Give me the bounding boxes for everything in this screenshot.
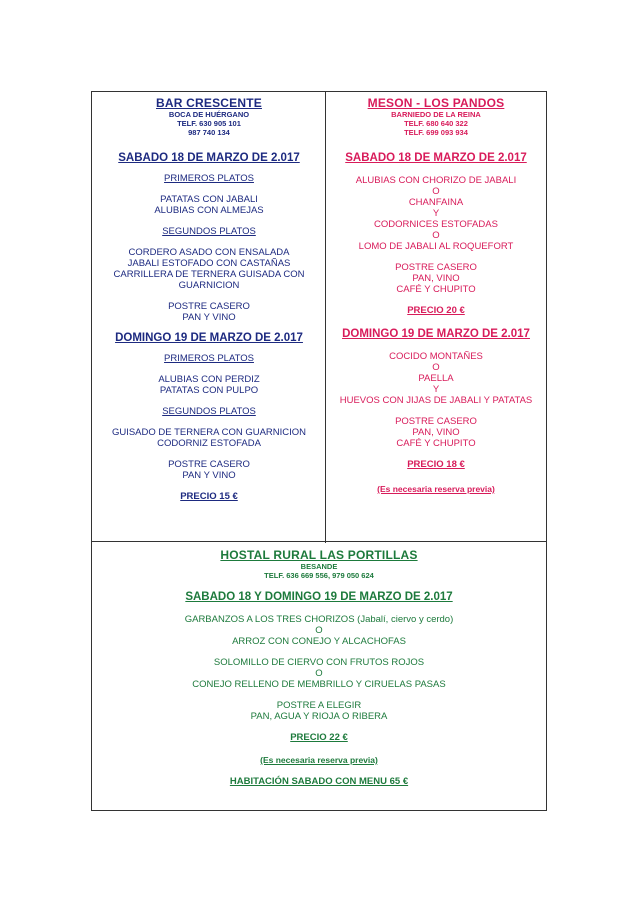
dish: ALUBIAS CON PERDIZ <box>158 374 260 385</box>
first-courses-heading: PRIMEROS PLATOS <box>164 173 254 184</box>
hostal-las-portillas-section <box>93 548 545 788</box>
horizontal-divider <box>91 541 547 542</box>
price: PRECIO 22 € <box>290 732 348 743</box>
dish: GARBANZOS A LOS TRES CHORIZOS (Jabalí, ciervo y cerdo) <box>184 614 454 625</box>
venue-location: BARNIEDO DE LA REINA <box>391 110 481 119</box>
dessert: POSTRE CASERO <box>168 301 250 312</box>
or-separator: O <box>315 668 323 679</box>
venue-phone: TELF. 680 640 322 <box>404 119 468 128</box>
dish: CONEJO RELLENO DE MEMBRILLO Y CIRUELAS PASAS <box>192 679 446 690</box>
sunday-date: DOMINGO 19 DE MARZO DE 2.017 <box>342 328 530 340</box>
dish: CHANFAINA <box>408 197 464 208</box>
venue-phone: TELF. 636 669 556, 979 050 624 <box>264 571 374 580</box>
dish: GUARNICION <box>178 280 240 291</box>
price: PRECIO 18 € <box>407 459 465 470</box>
dish: ARROZ CON CONEJO Y ALCACHOFAS <box>232 636 406 647</box>
dish: CODORNIZ ESTOFADA <box>157 438 261 449</box>
or-separator: O <box>432 230 440 241</box>
venue-name: BAR CRESCENTE <box>156 96 262 110</box>
meson-los-pandos-section <box>327 96 545 495</box>
dish: LOMO DE JABALI AL ROQUEFORT <box>358 241 514 252</box>
dish: ALUBIAS CON ALMEJAS <box>154 205 264 216</box>
dessert: POSTRE CASERO <box>395 416 477 427</box>
and-separator: Y <box>432 384 440 395</box>
price: PRECIO 15 € <box>180 491 238 502</box>
dish: CORDERO ASADO CON ENSALADA <box>128 247 290 258</box>
bar-crescente-section <box>93 96 325 503</box>
price: PRECIO 20 € <box>407 305 465 316</box>
sunday-date: DOMINGO 19 DE MARZO DE 2.017 <box>115 332 303 344</box>
or-separator: O <box>432 362 440 373</box>
first-courses-heading: PRIMEROS PLATOS <box>164 353 254 364</box>
dish: PATATAS CON PULPO <box>159 385 259 396</box>
vertical-divider <box>325 91 326 543</box>
venue-location: BOCA DE HUÉRGANO <box>168 110 250 119</box>
coffee: CAFÉ Y CHUPITO <box>396 284 476 295</box>
second-courses-heading: SEGUNDOS PLATOS <box>162 406 256 417</box>
or-separator: O <box>432 186 440 197</box>
dish: HUEVOS CON JIJAS DE JABALI Y PATATAS <box>339 395 533 406</box>
venue-phone: TELF. 630 905 101 <box>177 119 241 128</box>
bread-wine: PAN Y VINO <box>182 470 236 481</box>
dessert: POSTRE CASERO <box>168 459 250 470</box>
saturday-date: SABADO 18 DE MARZO DE 2.017 <box>345 152 527 164</box>
bread-wine: PAN, VINO <box>412 273 460 284</box>
reservation-note: (Es necesaria reserva previa) <box>377 484 495 494</box>
dish: SOLOMILLO DE CIERVO CON FRUTOS ROJOS <box>213 657 425 668</box>
dessert: POSTRE CASERO <box>395 262 477 273</box>
dish: PAELLA <box>418 373 454 384</box>
venue-phone-2: TELF. 699 093 934 <box>404 128 468 137</box>
dish: PATATAS CON JABALI <box>160 194 258 205</box>
and-separator: Y <box>432 208 440 219</box>
dish: CODORNICES ESTOFADAS <box>374 219 498 230</box>
dish: CARRILLERA DE TERNERA GUISADA CON <box>113 269 305 280</box>
reservation-note: (Es necesaria reserva previa) <box>260 755 378 765</box>
venue-location: BESANDE <box>300 562 338 571</box>
dish: ALUBIAS CON CHORIZO DE JABALI <box>355 175 517 186</box>
bread-wine: PAN, AGUA Y RIOJA O RIBERA <box>250 711 388 722</box>
dish: COCIDO MONTAÑES <box>389 351 483 362</box>
dessert: POSTRE A ELEGIR <box>276 700 362 711</box>
dish: JABALI ESTOFADO CON CASTAÑAS <box>127 258 291 269</box>
room-offer: HABITACIÓN SABADO CON MENU 65 € <box>229 776 409 787</box>
bread-wine: PAN, VINO <box>412 427 460 438</box>
or-separator: O <box>315 625 323 636</box>
coffee: CAFÉ Y CHUPITO <box>396 438 476 449</box>
venue-name: MESON - LOS PANDOS <box>367 96 505 110</box>
second-courses-heading: SEGUNDOS PLATOS <box>162 226 256 237</box>
venue-phone-2: 987 740 134 <box>188 128 230 137</box>
bread-wine: PAN Y VINO <box>182 312 236 323</box>
venue-name: HOSTAL RURAL LAS PORTILLAS <box>220 548 418 562</box>
saturday-date: SABADO 18 DE MARZO DE 2.017 <box>118 152 300 164</box>
weekend-date: SABADO 18 Y DOMINGO 19 DE MARZO DE 2.017 <box>185 591 453 603</box>
dish: GUISADO DE TERNERA CON GUARNICION <box>111 427 307 438</box>
